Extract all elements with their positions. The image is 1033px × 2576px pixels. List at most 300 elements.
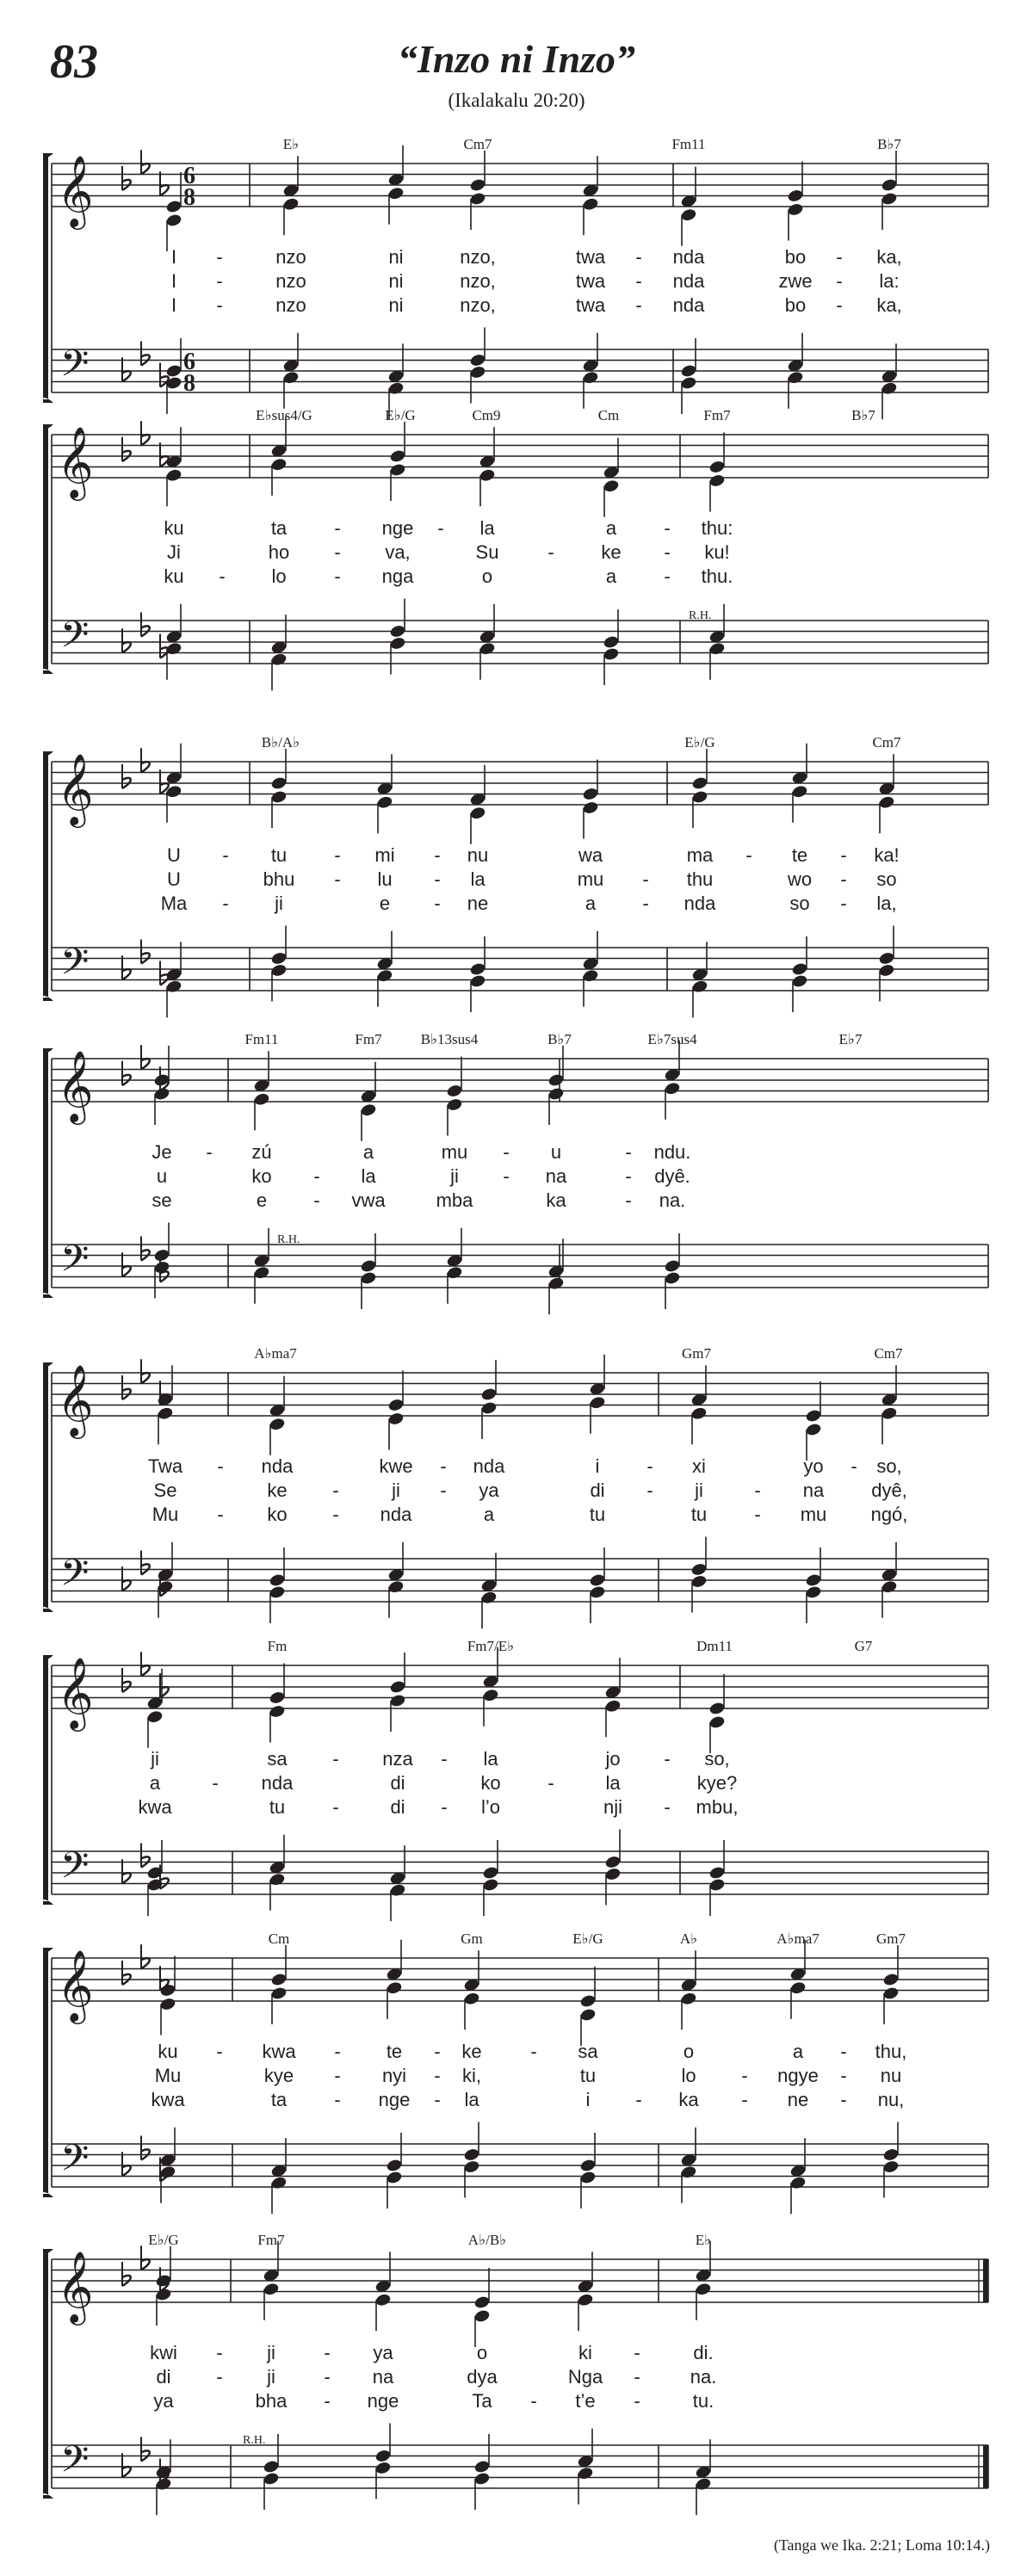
lyric-syllable: i	[595, 1455, 600, 1477]
lyric-syllable: -	[217, 1455, 224, 1477]
bass-flat-icon	[122, 2152, 131, 2176]
lyric-syllable: -	[664, 517, 671, 539]
treble-flat-icon	[141, 421, 150, 445]
lyric-syllable: o	[476, 2342, 488, 2363]
lyric-syllable: -	[434, 844, 441, 866]
lyric-syllable: sa	[267, 1748, 288, 1770]
lyric-syllable: twa	[575, 270, 606, 292]
lyric-syllable: -	[324, 2366, 331, 2388]
lyric-syllable: nda	[672, 270, 705, 292]
lyric-syllable: se	[152, 1189, 172, 1211]
lyric-syllable: -	[851, 1455, 857, 1477]
lyric-syllable: zú	[251, 1141, 272, 1163]
lyric-syllable: -	[216, 2041, 223, 2062]
bass-flat-icon	[141, 2437, 150, 2462]
lyric-syllable: -	[434, 868, 441, 890]
lyric-syllable: -	[664, 1796, 671, 1818]
lyric-syllable: thu:	[701, 517, 733, 539]
lyric-syllable: so,	[704, 1748, 730, 1770]
lyric-syllable: nu,	[877, 2089, 905, 2110]
lyric-syllable: bha	[255, 2390, 288, 2412]
lyric-syllable: ki,	[462, 2065, 481, 2086]
lyric-syllable: -	[206, 1141, 213, 1163]
lyric-syllable: e	[256, 1189, 268, 1211]
treble-staff	[52, 1059, 988, 1102]
lyric-syllable: Se	[153, 1480, 177, 1501]
lyric-syllable: dyê,	[871, 1480, 907, 1501]
lyric-syllable: ku!	[704, 541, 730, 563]
lyric-syllable: -	[334, 517, 341, 539]
lyric-syllable: -	[635, 246, 642, 268]
treble-note	[270, 749, 288, 828]
lyric-syllable: -	[216, 2342, 223, 2363]
lyric-syllable: -	[646, 1480, 653, 1501]
lyric-syllable: te	[386, 2041, 403, 2062]
lyric-syllable: nda	[473, 1455, 505, 1477]
chord-symbol: E♭	[282, 136, 300, 152]
bass-flat-icon	[122, 1252, 131, 1276]
treble-flat-icon	[141, 150, 150, 174]
treble-flat-icon	[122, 1375, 131, 1399]
lyric-syllable: ya	[373, 2342, 393, 2363]
bass-clef-icon: 𝄢	[60, 614, 90, 665]
chord-symbol: B♭7	[877, 136, 901, 152]
chord-symbol: Fm	[267, 1638, 288, 1654]
treble-staff	[52, 762, 988, 805]
chord-symbol: E♭sus4/G	[256, 407, 312, 423]
lyric-syllable: ka!	[874, 844, 900, 866]
treble-staff	[52, 1665, 988, 1708]
lyric-syllable: U	[167, 844, 181, 866]
lyric-syllable: ne	[467, 893, 489, 914]
lyric-syllable: -	[840, 844, 847, 866]
treble-note	[579, 1967, 597, 2046]
lyric-syllable: -	[441, 1796, 448, 1818]
lyric-syllable: a	[149, 1772, 161, 1794]
lyric-syllable: kwa	[138, 1796, 172, 1818]
lyric-syllable: la	[361, 1165, 376, 1187]
lyric-syllable: di	[590, 1480, 605, 1501]
treble-note	[389, 1652, 406, 1732]
treble-flat-icon	[122, 764, 131, 788]
lyric-syllable: -	[836, 246, 843, 268]
chord-symbol: E♭/G	[148, 2232, 179, 2248]
lyric-syllable: -	[437, 517, 444, 539]
treble-staff	[52, 1958, 988, 2001]
lyric-syllable: nza	[382, 1748, 413, 1770]
lyric-syllable: -	[547, 1772, 554, 1794]
svg-text:6: 6	[183, 163, 195, 189]
bass-clef-icon: 𝄢	[60, 1238, 90, 1289]
treble-clef-icon: 𝄞	[57, 154, 94, 226]
barline	[979, 2259, 988, 2488]
treble-clef-icon: 𝄞	[57, 1049, 94, 1121]
lyric-syllable: mu	[800, 1504, 827, 1525]
lyric-syllable: -	[634, 2342, 640, 2363]
lyric-syllable: ne	[787, 2089, 809, 2110]
svg-text:8: 8	[183, 184, 195, 211]
lyric-syllable: ka,	[876, 246, 902, 268]
lyric-syllable: u	[550, 1141, 562, 1163]
lyric-syllable: Su	[475, 541, 499, 563]
chord-symbol: A♭ma7	[776, 1930, 820, 1947]
lyric-syllable: -	[212, 1772, 219, 1794]
lyric-syllable: -	[434, 893, 441, 914]
chord-symbol: E♭/G	[385, 407, 416, 423]
chord-symbol: B♭7	[547, 1031, 572, 1047]
lyric-syllable: di	[390, 1772, 405, 1794]
lyric-syllable: la	[479, 517, 495, 539]
lyric-syllable: -	[222, 893, 229, 914]
bass-flat-icon	[122, 1566, 131, 1591]
lyric-syllable: mba	[436, 1189, 473, 1211]
lyric-syllable: -	[440, 1480, 447, 1501]
lyric-syllable: -	[332, 1504, 339, 1525]
lyric-syllable: bo	[784, 246, 807, 268]
lyric-syllable: -	[745, 844, 752, 866]
lyric-syllable: -	[332, 1796, 339, 1818]
lyric-syllable: -	[434, 2089, 441, 2110]
lyric-syllable: nda	[684, 893, 716, 914]
lyric-syllable: -	[434, 2065, 441, 2086]
treble-flat-icon	[122, 1668, 131, 1692]
lyric-syllable: ji	[695, 1480, 703, 1501]
lyric-syllable: bhu	[263, 868, 295, 890]
lyric-syllable: ni	[388, 294, 404, 316]
lyric-syllable: ta	[270, 517, 288, 539]
lyric-syllable: -	[836, 270, 843, 292]
chord-symbol: E♭	[695, 2232, 712, 2248]
lyric-syllable: tu	[579, 2065, 597, 2086]
lyric-syllable: a	[585, 893, 597, 914]
lyric-syllable: mu	[441, 1141, 468, 1163]
lyric-syllable: -	[635, 270, 642, 292]
lyric-syllable: l’o	[480, 1796, 501, 1818]
lyric-syllable: ji	[267, 2342, 275, 2363]
bass-flat-icon	[122, 955, 131, 979]
lyric-syllable: Nga	[567, 2366, 603, 2388]
chord-symbol: E♭/G	[572, 1930, 603, 1947]
lyric-syllable: a	[483, 1504, 495, 1525]
lyric-syllable: -	[530, 2390, 537, 2412]
lyric-syllable: tu	[270, 844, 288, 866]
lyric-syllable: I	[170, 246, 177, 268]
lyric-syllable: -	[216, 294, 223, 316]
lyric-syllable: Twa	[147, 1455, 183, 1477]
lyric-syllable: kwa	[151, 2089, 185, 2110]
time-signature	[183, 349, 195, 397]
lyric-syllable: nge	[378, 2089, 411, 2110]
lyric-syllable: tu	[589, 1504, 606, 1525]
lyric-syllable: so	[789, 893, 810, 914]
lyric-syllable: -	[741, 2065, 748, 2086]
treble-note	[882, 1945, 900, 2024]
lyric-syllable: ko	[267, 1504, 288, 1525]
bass-clef-icon: 𝄢	[60, 2137, 90, 2189]
lyric-syllable: wo	[787, 868, 813, 890]
chord-symbol: G7	[854, 1638, 873, 1654]
lyric-syllable: xi	[692, 1455, 706, 1477]
lyric-syllable: kwi	[150, 2342, 177, 2363]
lyric-syllable: -	[625, 1165, 632, 1187]
svg-text:6: 6	[183, 349, 195, 375]
lyric-syllable: -	[216, 2366, 223, 2388]
chord-symbol: Fm11	[244, 1031, 279, 1047]
chord-symbol: Cm7	[463, 136, 492, 152]
lyric-syllable: ko	[480, 1772, 501, 1794]
chord-symbol: Cm	[597, 407, 620, 423]
lyric-syllable: -	[635, 2089, 642, 2110]
lyric-syllable: ku	[158, 2041, 178, 2062]
lyric-syllable: nda	[380, 1504, 412, 1525]
treble-flat-icon	[141, 1944, 150, 1968]
hymn-title: “Inzo ni Inzo”	[397, 37, 636, 81]
lyric-syllable: ku	[164, 517, 184, 539]
chord-symbol: A♭/B♭	[467, 2232, 507, 2248]
lyric-syllable: -	[334, 2089, 341, 2110]
treble-note	[473, 2268, 491, 2347]
lyric-syllable: kwa	[262, 2041, 296, 2062]
lyric-syllable: Mu	[154, 2065, 182, 2086]
lyric-syllable: zwe	[778, 270, 813, 292]
lyric-syllable: dya	[467, 2366, 498, 2388]
lyric-syllable: -	[324, 2390, 331, 2412]
lyric-syllable: -	[840, 2065, 847, 2086]
lyric-syllable: -	[634, 2366, 640, 2388]
bass-staff	[52, 1559, 988, 1602]
chord-symbol: Cm	[268, 1930, 290, 1947]
bass-clef-icon: 𝄢	[60, 1844, 90, 1896]
lyric-syllable: nzo	[275, 246, 306, 268]
lyric-syllable: ma	[686, 844, 714, 866]
lyric-syllable: nge	[381, 517, 414, 539]
treble-note	[881, 151, 898, 230]
treble-clef-icon: 𝄞	[57, 2250, 94, 2322]
bass-clef-icon: 𝄢	[60, 1552, 90, 1603]
treble-note	[389, 422, 406, 501]
bass-staff	[52, 948, 988, 991]
treble-flat-icon	[122, 1961, 131, 1985]
lyric-syllable: -	[441, 1748, 448, 1770]
lyric-syllable: thu.	[701, 565, 733, 587]
lyric-syllable: wa	[578, 844, 603, 866]
lyric-syllable: -	[313, 1189, 320, 1211]
lyric-syllable: di	[390, 1796, 405, 1818]
chord-symbol: Cm7	[874, 1345, 903, 1362]
lyric-syllable: lu	[377, 868, 393, 890]
chord-symbol: E♭7	[838, 1031, 863, 1047]
bass-flat-icon	[122, 628, 131, 652]
treble-clef-icon: 𝄞	[57, 1363, 94, 1436]
lyric-syllable: kwe	[379, 1455, 413, 1477]
treble-flat-icon	[160, 769, 169, 794]
treble-flat-icon	[122, 2262, 131, 2286]
lyric-syllable: u	[156, 1165, 168, 1187]
lyric-syllable: ki	[578, 2342, 592, 2363]
lyric-syllable: ko	[251, 1165, 272, 1187]
lyric-syllable: nzo,	[460, 246, 496, 268]
bass-staff	[52, 621, 988, 664]
lyric-syllable: -	[741, 2089, 748, 2110]
bass-clef-icon: 𝄢	[60, 2438, 90, 2490]
lyric-syllable: di.	[693, 2342, 714, 2363]
chord-symbol: E♭7sus4	[647, 1031, 697, 1047]
lyric-syllable: ke	[461, 2041, 482, 2062]
bass-staff	[52, 1245, 988, 1288]
lyric-syllable: la	[464, 2089, 479, 2110]
lyric-syllable: mi	[374, 844, 395, 866]
lyric-syllable: nu	[467, 844, 489, 866]
lyric-syllable: -	[664, 541, 671, 563]
lyric-syllable: -	[222, 844, 229, 866]
bass-flat-icon	[160, 961, 169, 985]
lyric-syllable: U	[167, 868, 181, 890]
lyric-syllable: ndu.	[653, 1141, 691, 1163]
treble-note	[805, 1381, 822, 1461]
lyric-syllable: ji	[267, 2366, 275, 2388]
treble-flat-icon	[141, 748, 150, 772]
hymn-number: 83	[50, 35, 98, 89]
bass-flat-icon	[141, 613, 150, 637]
chord-symbol: Dm11	[696, 1638, 733, 1654]
lyric-syllable: nge	[367, 2390, 399, 2412]
lyric-syllable: -	[625, 1141, 632, 1163]
lyric-syllable: -	[334, 844, 341, 866]
treble-note	[691, 749, 708, 828]
lyric-syllable: kye?	[696, 1772, 738, 1794]
scripture-footnote: (Tanga we Ika. 2:21; Loma 10:14.)	[773, 2536, 990, 2554]
lyric-syllable: -	[334, 541, 341, 563]
bass-staff	[52, 1851, 988, 1894]
lyric-syllable: -	[754, 1504, 761, 1525]
treble-note	[165, 172, 182, 251]
lyric-syllable: ku	[164, 565, 184, 587]
lyric-syllable: -	[664, 565, 671, 587]
lyric-syllable: tu.	[692, 2390, 714, 2412]
lyric-syllable: nyi	[381, 2065, 407, 2086]
lyric-syllable: -	[503, 1141, 510, 1163]
svg-text:8: 8	[183, 370, 195, 397]
lyric-syllable: a	[605, 517, 617, 539]
lyric-syllable: nzo	[275, 294, 306, 316]
lyric-syllable: la	[483, 1748, 498, 1770]
lyric-syllable: -	[547, 541, 554, 563]
lyric-syllable: vwa	[351, 1189, 386, 1211]
lyric-syllable: -	[217, 1504, 224, 1525]
lyric-syllable: -	[836, 294, 843, 316]
bass-flat-icon	[141, 1551, 150, 1575]
lyric-syllable: dyê.	[654, 1165, 690, 1187]
lyric-syllable: -	[642, 893, 649, 914]
treble-note	[547, 1046, 565, 1125]
treble-flat-icon	[141, 1359, 150, 1383]
lyric-syllable: nda	[261, 1455, 294, 1477]
chord-symbol: E♭/G	[684, 734, 715, 751]
chord-symbol: Fm11	[671, 136, 706, 152]
lyric-syllable: bo	[784, 294, 807, 316]
lyric-syllable: a	[605, 565, 617, 587]
treble-clef-icon: 𝄞	[57, 1949, 94, 2021]
lyric-syllable: nzo,	[460, 270, 496, 292]
lyric-syllable: -	[332, 1748, 339, 1770]
lyric-syllable: a	[362, 1141, 374, 1163]
treble-flat-icon	[141, 1652, 150, 1676]
lyric-syllable: tu	[690, 1504, 708, 1525]
lyric-syllable: sa	[578, 2041, 598, 2062]
right-hand-marker: R.H.	[277, 1233, 300, 1246]
bass-staff	[52, 2144, 988, 2187]
lyric-syllable: Mu	[152, 1504, 179, 1525]
lyric-syllable: nzo,	[460, 294, 496, 316]
lyric-syllable: -	[219, 565, 226, 587]
treble-flat-icon	[141, 1045, 150, 1069]
lyric-syllable: te	[791, 844, 808, 866]
lyric-syllable: nu	[880, 2065, 902, 2086]
lyric-syllable: a	[792, 2041, 804, 2062]
lyric-syllable: na	[802, 1480, 825, 1501]
treble-clef-icon: 𝄞	[57, 425, 94, 497]
lyric-syllable: ka	[546, 1189, 566, 1211]
treble-flat-icon	[160, 171, 169, 195]
lyric-syllable: Ma	[160, 893, 188, 914]
treble-note	[269, 1664, 286, 1743]
lyric-syllable: -	[642, 868, 649, 890]
treble-note	[270, 1945, 288, 2024]
lyric-syllable: Ji	[167, 541, 181, 563]
lyric-syllable: mu	[577, 868, 604, 890]
hymn-subtitle: (Ikalakalu 20:20)	[448, 90, 585, 111]
lyric-syllable: -	[840, 868, 847, 890]
lyric-syllable: la:	[879, 270, 900, 292]
treble-flat-icon	[122, 166, 131, 190]
lyric-syllable: so	[876, 868, 897, 890]
lyric-syllable: nzo	[275, 270, 306, 292]
lyric-syllable: di	[156, 2366, 171, 2388]
chord-symbol: Gm	[461, 1930, 483, 1947]
lyric-syllable: va,	[385, 541, 411, 563]
lyric-syllable: lo	[271, 565, 287, 587]
lyric-syllable: yo	[803, 1455, 824, 1477]
chord-symbol: B♭7	[851, 407, 875, 423]
lyric-syllable: ke	[267, 1480, 288, 1501]
right-hand-marker: R.H.	[689, 609, 712, 622]
chord-symbol: Fm7	[703, 407, 731, 423]
bass-flat-icon	[141, 1844, 150, 1868]
lyric-syllable: -	[503, 1165, 510, 1187]
bass-flat-icon	[122, 1859, 131, 1883]
lyric-syllable: I	[170, 294, 177, 316]
chord-symbol: Fm7/E♭	[467, 1638, 515, 1654]
lyric-syllable: nga	[381, 565, 414, 587]
chord-symbol: Gm7	[682, 1345, 711, 1362]
lyric-syllable: thu	[686, 868, 714, 890]
treble-clef-icon: 𝄞	[57, 752, 94, 825]
treble-flat-icon	[122, 437, 131, 461]
treble-staff	[52, 2259, 988, 2302]
lyric-syllable: na	[545, 1165, 567, 1187]
lyric-syllable: tu	[269, 1796, 286, 1818]
lyric-syllable: i	[585, 2089, 591, 2110]
bass-clef-icon: 𝄢	[60, 941, 90, 992]
time-signature	[183, 163, 195, 211]
lyric-syllable: Ta	[472, 2390, 492, 2412]
lyric-syllable: nji	[603, 1796, 623, 1818]
lyric-syllable: kye	[263, 2065, 294, 2086]
treble-note	[446, 1057, 463, 1136]
lyric-syllable: -	[334, 565, 341, 587]
lyric-syllable: -	[440, 1455, 447, 1477]
treble-staff	[52, 435, 988, 478]
